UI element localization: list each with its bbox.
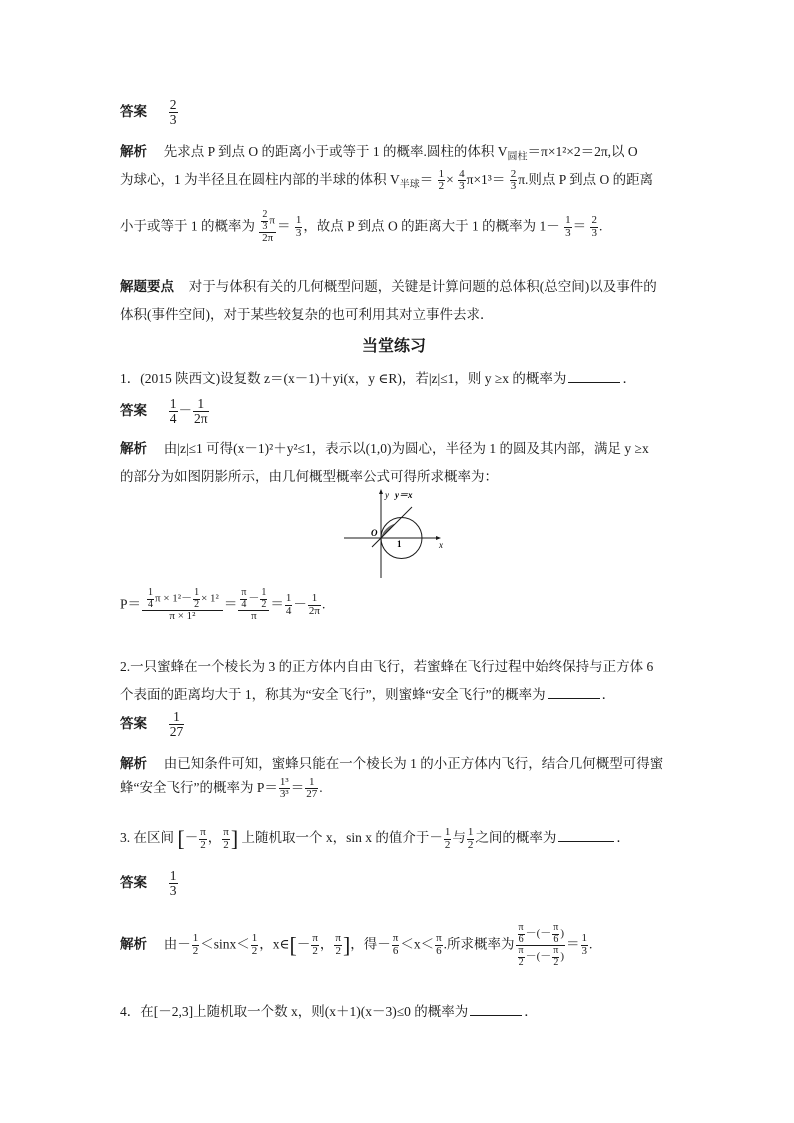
y-axis-arrow [379, 489, 383, 494]
formula-fraction-1: $\frac{1}{4}$ π × 1²－ $\frac{1}{2}$ × 1² π × 1² [142, 588, 223, 623]
formula-fraction-2: $\frac{\pi}{4}$ － $\frac{1}{2}$ π [238, 588, 269, 623]
fig-label-1: 1 [397, 539, 402, 549]
q1-stem: 1．(2015 陕西文)设复数 z＝(x－1)＋yi(x，y ∈R)，若|z|≤1，则 y ≥x 的概率为 ． [120, 371, 636, 386]
key-points-line-1: 解题要点 对于与体积有关的几何概型问题，关键是计算问题的总体积(总空间)以及事件的 [120, 279, 657, 294]
fig-label-y: y [385, 490, 389, 500]
circle-figure [340, 486, 452, 580]
q2-answer: 答案 $\frac{1}{27}$ [120, 709, 184, 740]
q3-answer: 答案 $\frac{1}{3}$ [120, 868, 177, 899]
fig-label-yx: y＝x [395, 490, 413, 500]
answer-blank [470, 1015, 522, 1016]
answer-row-1 [120, 98, 179, 127]
fig-label-o: O [371, 528, 378, 538]
key-points-line-2: 体积(事件空间)，对于某些较复杂的也可利用其对立事件去求． [120, 307, 494, 322]
q2-analysis-line-1: 解析 由已知条件可知，蜜蜂只能在一个棱长为 1 的小正方体内飞行，结合几何概型可得蜜 [120, 756, 664, 771]
analysis-line-1: 解析 先求点 P 到点 O 的距离小于或等于 1 的概率.圆柱的体积 $V_{圆柱}=\pi\times 1^2\times 2=2\pi$,以 O [120, 144, 638, 163]
fig-label-x: x [439, 540, 443, 550]
section-title: 当堂练习 [362, 338, 427, 355]
answer-blank [558, 841, 614, 842]
q1-analysis-line-2: 的部分为如图阴影所示，由几何概型概率公式可得所求概率为： [120, 469, 498, 484]
answer-blank [568, 382, 620, 383]
answer-label: 答案 [120, 103, 147, 119]
compound-fraction: $\frac{2}{3}$ π 2π [259, 210, 276, 245]
analysis-line-2: 为球心，1 为半径且在圆柱内部的半球的体积 $V_{半球}=$ $\frac{1}{2}$ × $\frac{4}{3}$ π×1³＝ $\frac{2}{3}$ π.则点 P 到点 O 的距离 [120, 167, 654, 193]
analysis-label: 解析 [120, 144, 147, 159]
q1-formula: P＝ $\frac{1}{4}$ π × 1²－ $\frac{1}{2}$ × 1² π × 1² ＝ $\frac{\pi}{4}$ － $\frac{1}{2}$ π ＝ $\frac{1}{4}$ － $\frac{1}{2\pi}$ . [120, 587, 326, 622]
line-y-equals-x [372, 507, 412, 547]
q3-big-fraction: $\frac{\pi}{6}$ －(－ $\frac{\pi}{6}$ ) $\frac{\pi}{2}$ －(－ $\frac{\pi}{2}$ ) [516, 923, 565, 968]
analysis-line-3: 小于或等于 1 的概率为 $\frac{2}{3}$ π 2π ＝ $\frac{1}{3}$ ，故点 P 到点 O 的距离大于 1 的概率为 1－ $\frac{1}{3}$ ＝ $\frac{2}{3}$ . [120, 209, 603, 244]
q2-stem-line-1: 2.一只蜜蜂在一个棱长为 3 的正方体内自由飞行，若蜜蜂在飞行过程中始终保持与正方体 6 [120, 659, 654, 674]
answer-blank [548, 698, 600, 699]
q4-stem: 4．在[－2,3]上随机取一个数 x，则(x＋1)(x－3)≤0 的概率为 ． [120, 1004, 538, 1019]
q1-analysis-line-1: 解析 由|z|≤1 可得(x－1)²＋y²≤1，表示以(1,0)为圆心，半径为 1 的圆及其内部，满足 y ≥x [120, 441, 649, 456]
key-points-label: 解题要点 [120, 279, 174, 294]
q2-analysis-line-2: 蜂“安全飞行”的概率为 P＝ $\frac{\text{1³}}{\text{3³}}$ ＝ $\frac{1}{27}$ . [120, 775, 323, 801]
q3-stem: 3. 在区间 [－ $\frac{\pi}{2}$ ， $\frac{\pi}{2}$ ] 上随机取一个 x，sin x 的值介于－ $\frac{1}{2}$ 与 $\frac{1}{2}$ 之间的概率为 ． [120, 825, 630, 851]
q3-analysis: 解析 由－ $\frac{1}{2}$ ＜sinx＜ $\frac{1}{2}$ ，x∈[－ $\frac{\pi}{2}$ ， $\frac{\pi}{2}$ ]，得－ $\frac{\pi}{6}$ ＜x＜ $\frac{\pi}{6}$ .所求概率为 $\frac{\pi}{6}$ －(－ $\frac{\pi}{6}$ ) $\frac{\pi}{2}$ －(－ $\frac{\pi}{2}$ ) ＝ $\frac{1}{3}$ . [120, 922, 593, 968]
q1-answer: 答案 $\frac{1}{4}$ － $\frac{1}{2\pi}$ [120, 396, 208, 427]
q2-stem-line-2: 个表面的距离均大于 1，称其为“安全飞行”，则蜜蜂“安全飞行”的概率为 ． [120, 687, 616, 702]
answer-fraction: $\frac{2}{3}$ [169, 97, 177, 128]
